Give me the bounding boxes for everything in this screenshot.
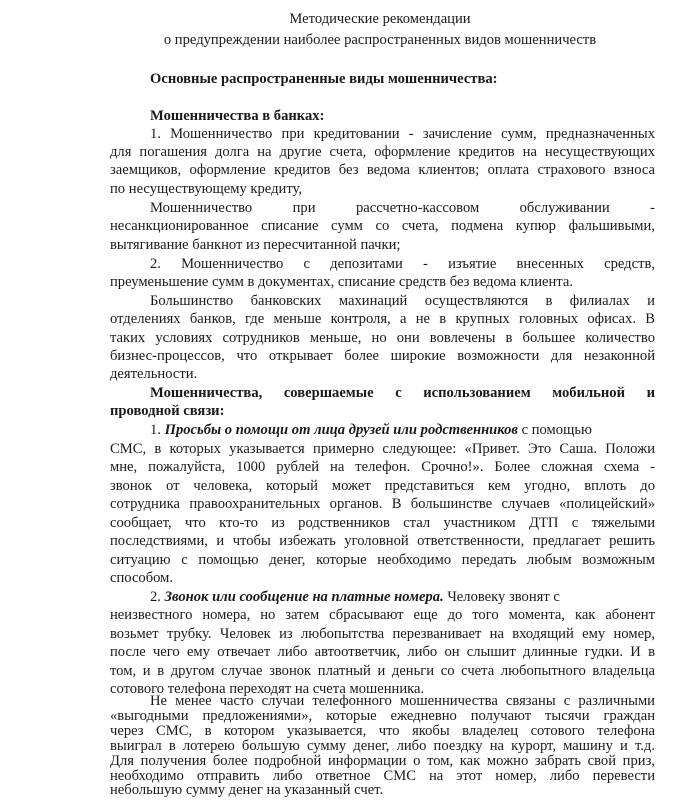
item1-first-line [150, 421, 655, 440]
item2-number: 2. [150, 589, 161, 605]
paragraph-line: вытягивание банкнот из пересчитанной пачки; [110, 237, 401, 253]
mobile-heading: Мошенничества, совершаемые с использованием мобильной и [150, 385, 655, 401]
paragraph-line: заемщиков, оформление кредитов без ведома клиентов; оплата страхового взноса [110, 162, 655, 178]
paragraph-line: отделениях банков, где меньше контроля, а не в крупных головных офисах. В [110, 311, 655, 327]
paragraph-line: возьмет трубку. Человек из любопытства перезванивает на входящий ему номер, [110, 626, 655, 642]
paragraph-line: способом. [110, 570, 174, 586]
paragraph-line: сотового телефона переходят на счета мошенника. [110, 681, 425, 697]
paragraph-line: небольшую сумму денег на указанный счет. [110, 782, 384, 798]
paragraph-line: неизвестного номера, но затем сбрасывают еще до того момента, как абонент [110, 607, 655, 623]
item2-first-line [150, 588, 655, 607]
paragraph-line: для погашения долга на другие счета, оформление кредитов на несуществующих [110, 144, 655, 160]
paragraph-line: таких условиях сотрудников меньше, но они вовлечены в большее количество [110, 330, 655, 346]
doc-title-line1: Методические рекомендации [289, 11, 471, 27]
paragraph-line: звонок от человека, который может представиться кем угодно, вплоть до [110, 478, 655, 494]
banks-heading: Мошенничества в банках: [150, 108, 325, 124]
paragraph-line: сотрудника правоохранительных органов. В большинстве случаев «полицейский» [110, 496, 655, 512]
paragraph-line: через СМС, в котором указывается, что якобы владелец сотового телефона [110, 723, 655, 739]
paragraph-line: 1. Мошенничество при кредитовании - зачисление сумм, предназначенных [150, 126, 655, 142]
paragraph-line: необходимо отправить либо ответное СМС на этот номер, либо перевести [110, 768, 655, 784]
paragraph-line: «выгодными предложениями», которые ежедневно получают тысячи граждан [110, 708, 655, 724]
paragraph-line: Большинство банковских махинаций осуществляются в филиалах и [150, 293, 655, 309]
mobile-heading-cont: проводной связи: [110, 403, 225, 419]
item1-number: 1. [150, 422, 161, 438]
paragraph-line: бизнес-процессов, что открывает более широкие возможности для незаконной [110, 348, 655, 364]
paragraph-line: по несуществующему кредиту, [110, 181, 302, 197]
paragraph-line: последствиями, и чтобы избежать уголовной ответственности, предлагает решить [110, 533, 655, 549]
paragraph-line: том, и в другом случае звонок платный и деньги со счета любопытного владельца [110, 663, 655, 679]
doc-title-line2: о предупреждении наиболее распространенных видов мошенничеств [163, 32, 597, 48]
paragraph-line: Мошенничество при рассчетно-кассовом обслуживании - [150, 200, 655, 216]
paragraph-line: деятельности. [110, 366, 198, 382]
paragraph-line: сообщает, что кто-то из родственников стал участником ДТП с тяжелыми [110, 515, 655, 531]
paragraph-line: СМС, в которых указывается примерно следующее: «Привет. Это Саша. Положи [110, 441, 655, 457]
paragraph-line: преуменьшение сумм в документах, списание средств без ведома клиента. [110, 274, 573, 290]
paragraph-line: Не менее часто случаи телефонного мошенничества связаны с различными [150, 693, 655, 709]
paragraph-line: выиграл в лотерею большую сумму денег, либо поездку на курорт, машину и т.д. [110, 738, 655, 754]
paragraph-line: ситуацию с помощью денег, которые необходимо передать любым возможным [110, 552, 655, 568]
item2-first-tail: Человеку звонят с [443, 589, 560, 605]
section-heading: Основные распространенные виды мошенничества: [150, 71, 498, 87]
paragraph-line: после чего ему отвечает либо автоответчик, либо он слышит длинные гудки. И в [110, 644, 655, 660]
item1-first-tail: с помощью [517, 422, 592, 438]
item1-title: Просьбы о помощи от лица друзей или родственников [164, 422, 518, 438]
paragraph-line: Для получения более подробной информации о том, как можно забрать свой приз, [110, 753, 655, 769]
paragraph-line: 2. Мошенничество с депозитами - изъятие внесенных средств, [150, 256, 655, 272]
paragraph-line: несанкционированное списание сумм со счета, подмена купюр фальшивыми, [110, 218, 655, 234]
item2-title: Звонок или сообщение на платные номера. [164, 589, 444, 605]
paragraph-line: мне, пожалуйста, 1000 рублей на телефон. Срочно!». Более сложная схема - [110, 459, 655, 475]
